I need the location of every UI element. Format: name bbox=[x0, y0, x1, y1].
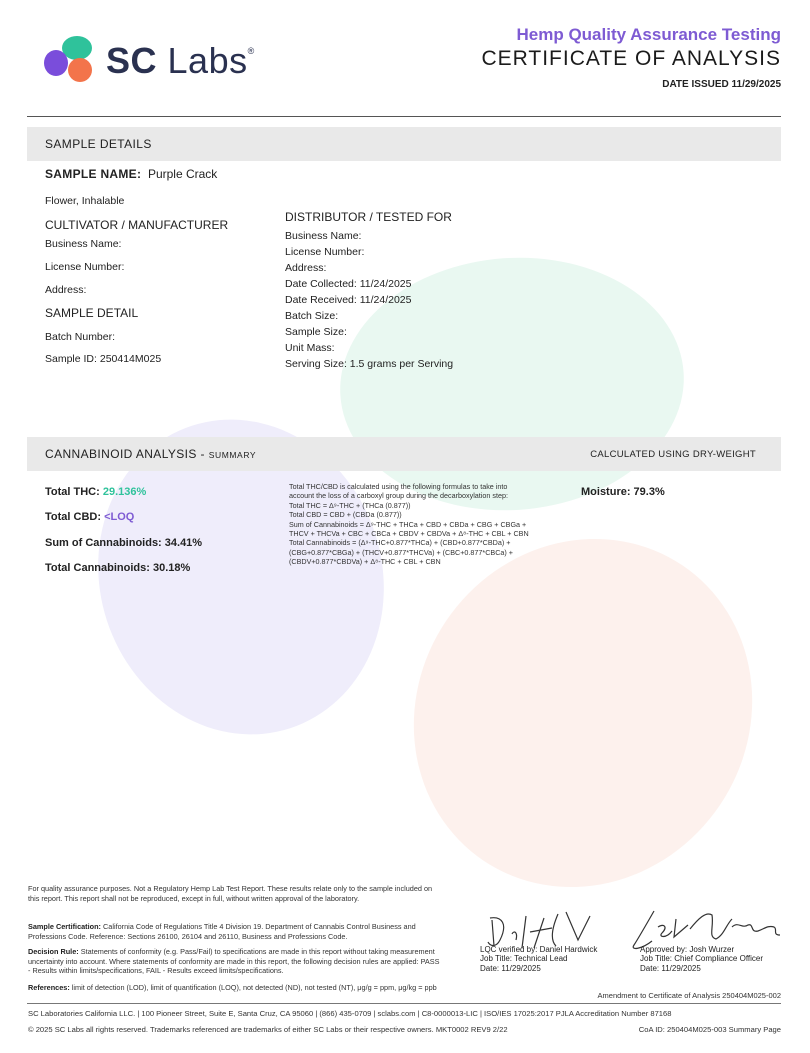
dry-weight-note: CALCULATED USING DRY-WEIGHT bbox=[590, 449, 756, 460]
cultivator-address: Address: bbox=[45, 284, 87, 296]
sample-details-title: SAMPLE DETAILS bbox=[45, 137, 152, 151]
sum-of-cannabinoids: Sum of Cannabinoids: 34.41% bbox=[45, 537, 203, 549]
signer-1-details: LQC verified by: Daniel Hardwick Job Title: Technical Lead Date: 11/29/2025 bbox=[480, 945, 598, 973]
logo-dot-purple bbox=[44, 50, 68, 76]
sc-labs-logo bbox=[44, 36, 259, 86]
amendment-note: Amendment to Certificate of Analysis 250404M025-002 bbox=[597, 991, 781, 1000]
moisture: Moisture: 79.3% bbox=[581, 486, 665, 498]
total-cannabinoids: Total Cannabinoids: 30.18% bbox=[45, 562, 191, 574]
footer-divider bbox=[27, 1003, 781, 1004]
batch-number: Batch Number: bbox=[45, 331, 116, 343]
references: References: limit of detection (LOD), limit of quantification (LOQ), not detected (ND), not tested (NT), μg/g = ppm, μg/kg = ppb bbox=[28, 983, 437, 992]
total-cbd: Total CBD: <LOQ bbox=[45, 511, 135, 523]
company-info: SC Laboratories California LLC. | 100 Pioneer Street, Suite E, Santa Cruz, CA 95060 | (866) 435-0709 | sclabs.com | C8-0000013-LIC | ISO/IES 17025:2017 PJLA Accreditation Number 87168 bbox=[28, 1009, 672, 1018]
disclaimer: For quality assurance purposes. Not a Regulatory Hemp Lab Test Report. These results relate only to the sample included on this report. This report shall not be reproduced, except in full, without written approval of the laboratory. bbox=[28, 884, 433, 903]
sample-details-band bbox=[27, 127, 781, 161]
sample-certification: Sample Certification: California Code of Regulations Title 4 Division 19. Department of Cannabis Control Business and Professions Code. Reference: Sections 26100, 26104 and 26110, Business and Professions Code. bbox=[28, 922, 416, 941]
total-thc-value: 29.136% bbox=[102, 486, 147, 498]
sample-size: Sample Size: bbox=[285, 326, 347, 338]
sample-name: SAMPLE NAME: Purple Crack bbox=[45, 167, 218, 181]
report-title: CERTIFICATE OF ANALYSIS bbox=[481, 47, 781, 70]
copyright: © 2025 SC Labs all rights reserved. Trademarks referenced are trademarks of either SC Labs or their respective owners. MKT0002 REV9 2/22 bbox=[28, 1025, 508, 1034]
signer-2-details: Approved by: Josh Wurzer Job Title: Chief Compliance Officer Date: 11/29/2025 bbox=[640, 945, 764, 973]
total-cbd-value: <LOQ bbox=[104, 511, 135, 523]
date-collected: Date Collected: 11/24/2025 bbox=[285, 278, 412, 290]
sample-id: Sample ID: 250414M025 bbox=[45, 353, 162, 365]
logo-dot-orange bbox=[68, 58, 92, 82]
unit-mass: Unit Mass: bbox=[285, 342, 335, 354]
cultivator-license-number: License Number: bbox=[45, 261, 125, 273]
sample-detail-title: SAMPLE DETAIL bbox=[45, 306, 139, 320]
date-issued: DATE ISSUED 11/29/2025 bbox=[662, 79, 781, 90]
distributor-license-number: License Number: bbox=[285, 246, 365, 258]
serving-size: Serving Size: 1.5 grams per Serving bbox=[285, 358, 454, 370]
cultivator-business-name: Business Name: bbox=[45, 238, 122, 250]
coa-id: CoA ID: 250404M025-003 Summary Page bbox=[638, 1025, 781, 1034]
logo-wordmark: SC Labs® bbox=[106, 40, 255, 81]
formula-explanation: Total THC/CBD is calculated using the following formulas to take into account the loss of a carboxyl group during the decarboxylation step: Total THC = Δ⁹-THC + (THCa (0.877)) Total CBD = CBD + (CBDa (0.877)) Sum of Cannabinoids = Δ⁹-THC + THCa + CBD + CBDa + CBG + CBGa + THCV + THCVa + CBC + CBCa + CBDV + CBDVa + Δ⁸-THC + CBL + CBN Total Cannabinoids = (Δ⁹-THC+0.877*THCa) + (CBD+0.877*CBDa) + (CBG+0.877*CBGa) + (THCV+0.877*THCVa) + (CBC+0.877*CBCa) + (CBDV+0.877*CBDVa) + Δ⁸-THC + CBL + CBN bbox=[289, 482, 529, 567]
distributor-title: DISTRIBUTOR / TESTED FOR bbox=[285, 210, 452, 224]
cannabinoid-analysis-band bbox=[27, 437, 781, 471]
header-divider bbox=[27, 116, 781, 117]
report-subtitle: Hemp Quality Assurance Testing bbox=[516, 25, 781, 44]
decision-rule: Decision Rule: Statements of conformity (e.g. Pass/Fail) to specifications are made in this report without taking measurement uncertainty into account. Where statements of conformity are made in this report, the following decision rules are applied: PASS - Results within limits/specifications, FAIL - Results exceed limits/specifications. bbox=[28, 947, 440, 976]
total-thc: Total THC: 29.136% bbox=[45, 486, 147, 498]
date-received: Date Received: 11/24/2025 bbox=[285, 294, 412, 306]
batch-size: Batch Size: bbox=[285, 310, 339, 322]
distributor-address: Address: bbox=[285, 262, 327, 274]
sample-type: Flower, Inhalable bbox=[45, 195, 125, 207]
cannabinoid-analysis-title: CANNABINOID ANALYSIS - SUMMARY bbox=[45, 447, 257, 461]
distributor-business-name: Business Name: bbox=[285, 230, 362, 242]
cultivator-title: CULTIVATOR / MANUFACTURER bbox=[45, 218, 229, 232]
